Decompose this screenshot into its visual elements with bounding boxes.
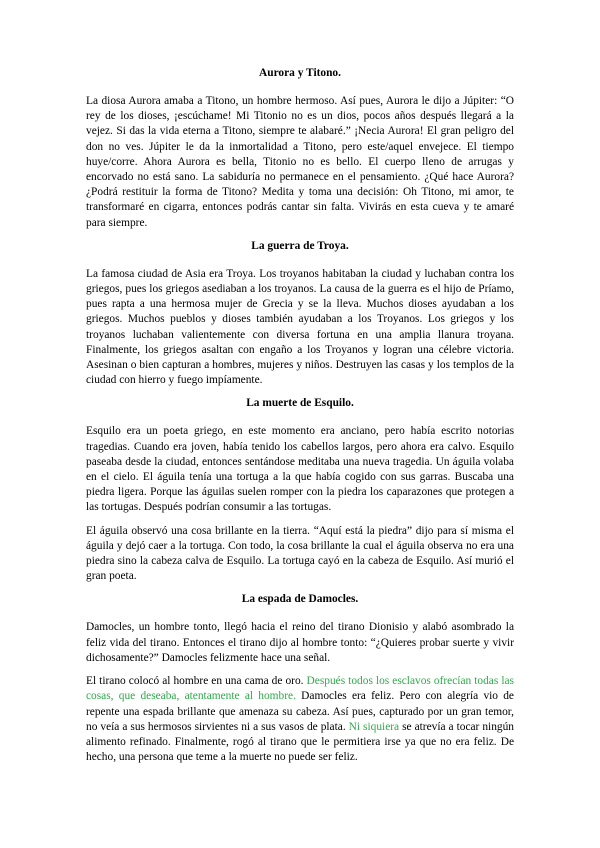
paragraph [86, 674, 514, 765]
text-run: Damocles, un hombre tonto, llegó hacia el reino del tirano Dionisio y alabó asombrado la feliz vida del tirano. Entonces el tirano dijo al hombre tonto: “¿Quieres probar suerte y vivir dichosamente?” Damocles felizmente hace una señal. [86, 621, 514, 664]
section-title: La muerte de Esquilo. [246, 397, 354, 410]
text-run: se atrevía a tocar ningún alimento refinado. Finalmente, rogó al tirano que le permitiera irse ya que no era feliz. De hecho, una persona que teme a la muerte no puede ser feliz. [86, 720, 514, 764]
section-title: La espada de Damocles. [241, 593, 359, 606]
paragraph [86, 524, 514, 585]
text-run: El tirano colocó al hombre en una cama de oro. [86, 675, 307, 688]
story-section [86, 396, 514, 584]
text-run: El águila observó una cosa brillante en la tierra. “Aquí está la piedra” dijo para sí misma el águila y dejó caer a la tortuga. Con todo, la cosa brillante la cual el águila observa no era una piedra sino la cabeza calva de Esquilo. La tortuga cayó en la cabeza de Esquilo. Así murió el gran poeta. [86, 524, 514, 583]
story-section [86, 239, 514, 389]
document-page [86, 66, 514, 773]
highlighted-text: Ni siquiera [348, 720, 400, 733]
paragraph [86, 424, 514, 515]
paragraph [86, 267, 514, 389]
story-section [86, 592, 514, 765]
section-title: La guerra de Troya. [251, 239, 349, 252]
highlighted-text: Después todos los esclavos ofrecían todas las cosas, que deseaba, atentamente al hombre. [86, 675, 514, 703]
section-title: Aurora y Titono. [259, 67, 341, 79]
story-section [86, 66, 514, 231]
text-run: Esquilo era un poeta griego, en este momento era anciano, pero había escrito notorias tragedias. Cuando era joven, había tenido los cabellos largos, pero ahora era calvo. Esquilo paseaba desde la ciudad, entonces sentándose meditaba una nueva tragedia. Un águila volaba en el cielo. El águila tenía una tortuga a la que había cogido con sus garras. Buscaba una piedra ligera. Porque las águilas suelen romper con la piedra los caparazones que protegen a las tortugas. Después podrían consumir a las tortugas. [86, 425, 514, 514]
text-run: La diosa Aurora amaba a Titono, un hombre hermoso. Así pues, Aurora le dijo a Júpiter: “O rey de los dioses, ¡escúchame! Mi Titonio no es un dios, pocos años después llegará a la vejez. Si das la vida eterna a Titono, siempre te alabaré.” ¡Necia Aurora! El gran peligro del don no ves. Júpiter le da la inmortalidad a Titono, pero este/aquel envejece. El tiempo huye/corre. Ahora Aurora es bella, Titonio no es bello. El cuerpo lleno de arrugas y encorvado no está sano. La sabiduría no permanece en el pensamiento. ¿Qué hace Aurora? ¿Podrá restituir la forma de Titono? Medita y toma una decisión: Oh Titono, mi amor, te transformaré en cigarra, entonces podrás cantar sin falta. Vivirás en esta cueva y te amaré para siempre. [86, 95, 514, 229]
text-run: La famosa ciudad de Asia era Troya. Los troyanos habitaban la ciudad y luchaban contra los griegos, pues los griegos asediaban a los troyanos. La causa de la guerra es el hijo de Príamo, pues rapta a una hermosa mujer de Grecia y se la lleva. Muchos dioses ayudaban a los griegos. Muchos pueblos y dioses también ayudaban a los Troyanos. Los griegos y los troyanos luchaban valientemente con diversa fortuna en una amplia llanura troyana. Finalmente, los griegos asaltan con engaño a los Troyanos y logran una célebre victoria. Asesinan o bien capturan a hombres, mujeres y niños. Destruyen las casas y los templos de la ciudad con hierro y fuego impíamente. [86, 267, 514, 387]
text-run: Damocles era feliz. Pero con alegría vio de repente una espada brillante que amenaza su cabeza. Así pues, capturado por un gran temor, no veía a sus hermosos sirvientes ni a sus vasos de plata. [86, 690, 514, 733]
paragraph [86, 620, 514, 666]
paragraph [86, 94, 514, 231]
